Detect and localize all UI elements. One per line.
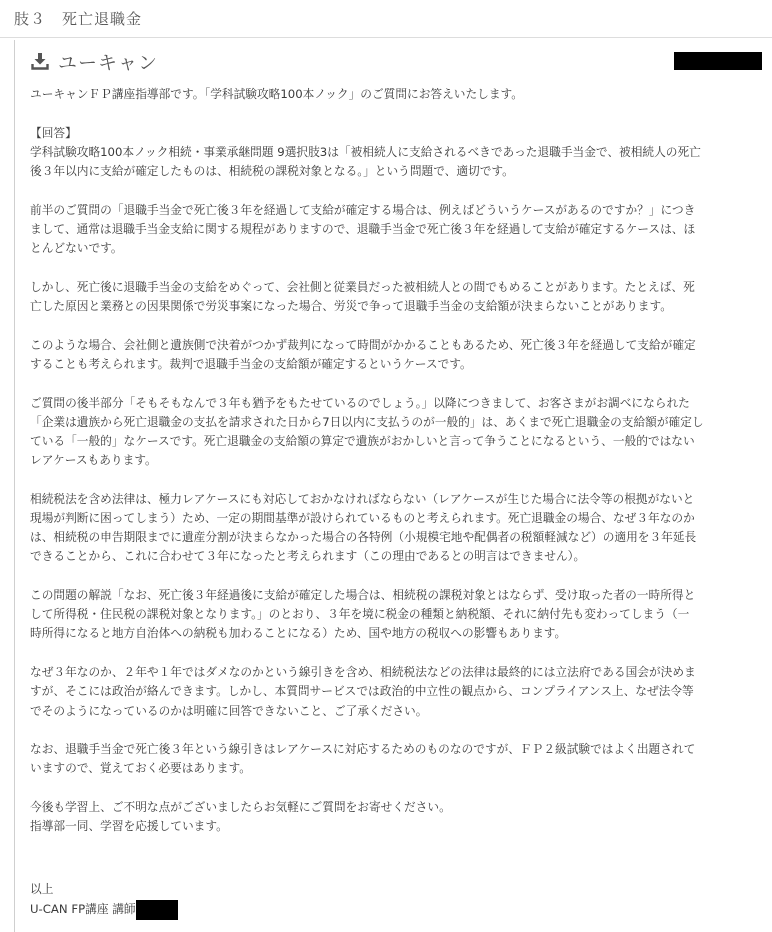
answer-paragraph: [30, 740, 765, 778]
paragraph-line: できることから、これに合わせて３年になったと考えられます（この理由であるとの明言はできません）。: [30, 549, 586, 564]
paragraph-line: することも考えられます。裁判で退職手当金の支給額が確定するというケースです。: [30, 356, 472, 371]
paragraph-line: このような場合、会社側と遺族側で決着がつかず裁判になって時間がかかることもあるため、死亡後３年を経過して支給が確定: [30, 337, 696, 352]
intro-paragraph: [30, 85, 765, 104]
closing-text: 以上: [30, 882, 54, 896]
paragraph-line: 後３年以内に支給が確定したものは、相続税の課税対象となる。」という問題で、適切です。: [30, 164, 514, 179]
page-title: 肢３ 死亡退職金: [14, 10, 143, 28]
signature-row: [30, 900, 178, 920]
paragraph-line: 時所得になると地方自治体への納税も加わることになる）ため、国や地方の税収への影響もあります。: [30, 626, 567, 641]
paragraph-line: 「企業は遺族から死亡退職金の支払を請求された日から7日以内に支払うのが一般的」は、あくまで死亡退職金の支給額が確定し: [30, 414, 704, 429]
answer-body: [30, 85, 765, 836]
paragraph-line: 今後も学習上、ご不明な点がございましたらお気軽にご質問をお寄せください。: [30, 800, 451, 815]
paragraph-line: なぜ３年なのか、２年や１年ではダメなのかという線引きを含め、相続税法などの法律は最終的には立法府である国会が決めま: [30, 665, 696, 680]
paragraph-line: ている「一般的」なケースです。死亡退職金の支給額の算定で遺族がおかしいと言って争うことになるという、一般的ではない: [30, 433, 695, 448]
paragraph-line: 亡した原因と業務との因果関係で労災事案になった場合、労災で争って退職手当金の支給額が決まらないことがあります。: [30, 299, 672, 313]
answer-card: [14, 40, 772, 932]
paragraph-line: とんどないです。: [30, 241, 123, 256]
answer-paragraph: [30, 586, 765, 644]
paragraph-line: 【回答】: [30, 125, 77, 140]
signature-block: [30, 880, 178, 920]
answer-paragraph: [30, 394, 765, 471]
answer-paragraph: [30, 278, 765, 316]
answer-paragraph: [30, 124, 765, 182]
author-row: [31, 48, 158, 74]
intro-text: ユーキャンＦＰ講座指導部です。「学科試験攻略100本ノック」のご質問にお答えいたします。: [30, 87, 523, 101]
answer-paragraph: [30, 336, 765, 374]
answer-paragraph: [30, 798, 765, 836]
paragraph-line: して所得税・住民税の課税対象となります。」のとおり、３年を境に税金の種類と納税額、それに納付先も変わってしまう（一: [30, 607, 690, 622]
redaction-bar: [136, 900, 178, 920]
author-name: ユーキャン: [58, 51, 159, 74]
answer-paragraphs: [30, 124, 765, 837]
paragraph-line: しかし、死亡後に退職手当金の支給をめぐって、会社側と従業員だった被相続人との間でもめることがあります。たとえば、死: [30, 279, 695, 294]
answer-paragraph: [30, 201, 765, 259]
paragraph-line: 前半のご質問の「退職手当金で死亡後３年を経過して支給が確定する場合は、例えばどういうケースがあるのですか？」につき: [30, 202, 696, 217]
paragraph-line: まして、通常は退職手当金支給に関する規程がありますので、退職手当金で死亡後３年を経過して支給が確定するケースは、ほ: [30, 221, 696, 236]
paragraph-line: でそのようになっているのかは明確に回答できないこと、ご了承ください。: [30, 703, 428, 718]
paragraph-line: 相続税法を含め法律は、極力レアケースにも対応しておかなければならない（レアケースが生じた場合に法令等の根拠がないと: [30, 491, 695, 506]
paragraph-line: は、相続税の申告期限までに遺産分割が決まらなかった場合の各特例（小規模宅地や配偶者の税額軽減など）の適用を３年延長: [30, 530, 697, 545]
redaction-bar: [674, 52, 762, 70]
answer-paragraph: [30, 490, 765, 567]
paragraph-line: ご質問の後半部分「そもそもなんで３年も猶予をもたせているのでしょう。」以降につきまして、お客さまがお調べになられた: [30, 395, 690, 410]
answer-paragraph: [30, 663, 765, 721]
download-icon[interactable]: [31, 52, 49, 70]
paragraph-line: この問題の解説「なお、死亡後３年経過後に支給が確定した場合は、相続税の課税対象とはならず、受け取った者の一時所得と: [30, 588, 696, 603]
page-header: [0, 0, 772, 38]
signature-text: U-CAN FP講座 講師: [30, 901, 136, 916]
paragraph-line: 指導部一同、学習を応援しています。: [30, 819, 228, 834]
paragraph-line: すが、そこには政治が絡んできます。しかし、本質問サービスでは政治的中立性の観点から、コンプライアンス上、なぜ法令等: [30, 684, 694, 699]
paragraph-line: いますので、覚えておく必要はあります。: [30, 761, 251, 776]
paragraph-line: 学科試験攻略100本ノック相続・事業承継問題 9選択肢3は「被相続人に支給されるべきであった退職手当金で、被相続人の死亡: [30, 144, 701, 159]
paragraph-line: レアケースもあります。: [30, 453, 157, 468]
paragraph-line: 現場が判断に困ってしまう）ため、一定の期間基準が設けられているものと考えられます。死亡退職金の場合、なぜ３年なのか: [30, 511, 695, 525]
paragraph-line: なお、退職手当金で死亡後３年という線引きはレアケースに対応するためのものなのですが、ＦＰ２級試験ではよく出題されて: [30, 742, 696, 757]
